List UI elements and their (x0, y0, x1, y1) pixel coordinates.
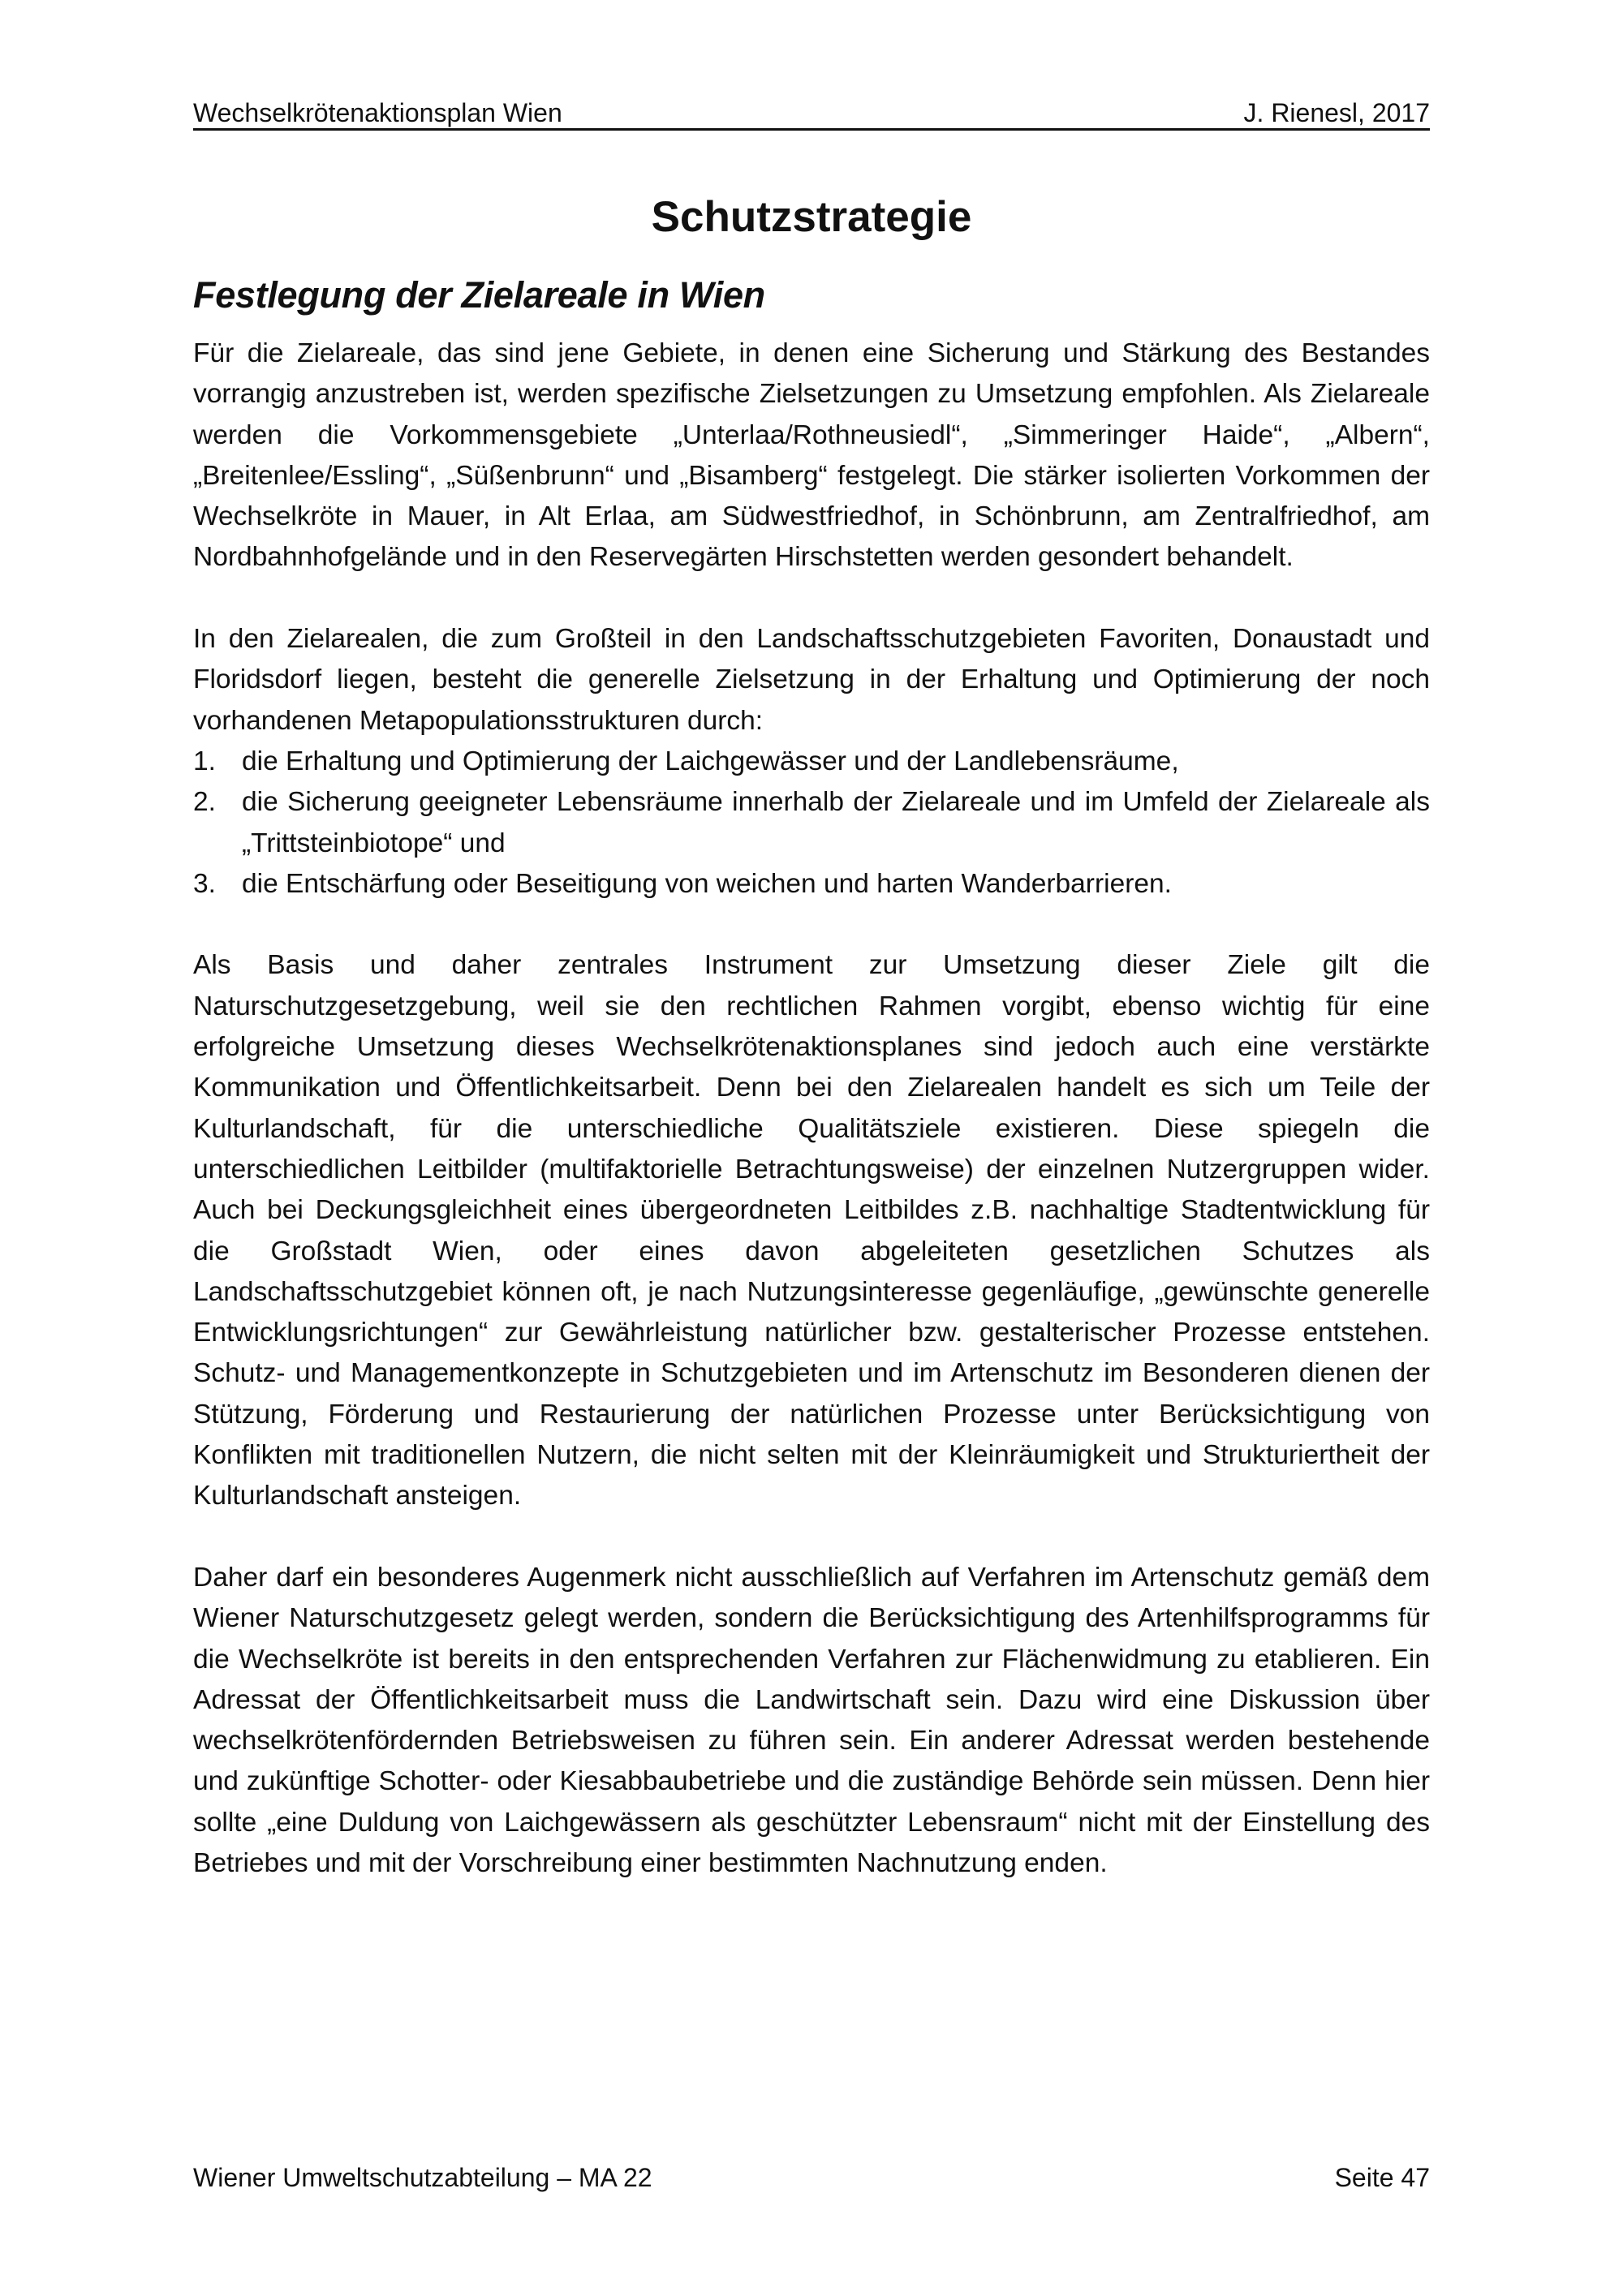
page-header (193, 94, 1430, 131)
header-document-title: Wechselkrötenaktionsplan Wien (193, 98, 562, 127)
list-item-text: die Entschärfung oder Beseitigung von weichen und harten Wanderbarrieren. (242, 868, 1172, 899)
paragraph-general-objective: In den Zielarealen, die zum Großteil in den Landschaftsschutzgebieten Favoriten, Donaustadt und Floridsdorf liegen, besteht die generelle Zielsetzung in der Erhaltung und Optimierung der noch vorhandenen Metapopulationsstrukturen durch: (193, 624, 1430, 736)
paragraph-public-relations: Daher darf ein besonderes Augenmerk nicht ausschließlich auf Verfahren im Artenschutz gemäß dem Wiener Naturschutzgesetz gelegt werden, sondern die Berücksichtigung des Artenhilfsprogramms für die Wechselkröte ist bereits in den entsprechenden Verfahren zur Flächenwidmung zu etablieren. Ein Adressat der Öffentlichkeitsarbeit muss die Landwirtschaft sein. Dazu wird eine Diskussion über wechselkrötenfördernden Betriebsweisen zu führen sein. Ein anderer Adressat werden bestehende und zukünftige Schotter- oder Kiesabbaubetriebe und die zuständige Behörde sein müssen. Denn hier sollte „eine Duldung von Laichgewässern als geschützter Lebensraum“ nicht mit der Einstellung des Betriebes und mit der Vorschreibung einer bestimmten Nachnutzung enden. (193, 1562, 1430, 1878)
section-heading: Festlegung der Zielareale in Wien (193, 274, 765, 316)
list-item-number: 1. (193, 746, 216, 776)
paragraph-target-areas: Für die Zielareale, das sind jene Gebiete, in denen eine Sicherung und Stärkung des Bestandes vorrangig anzustreben ist, werden spezifische Zielsetzungen zu Umsetzung empfohlen. Als Zielareale werden die Vorkommensgebiete „Unterlaa/Rothneusiedl“, „Simmeringer Haide“, „Albern“, „Breitenlee/Essling“, „Süßenbrunn“ und „Bisamberg“ festgelegt. Die stärker isolierten Vorkommen der Wechselkröte in Mauer, in Alt Erlaa, am Südwestfriedhof, in Schönbrunn, am Zentralfriedhof, am Nordbahnhofgelände und in den Reservegärten Hirschstetten werden gesondert behandelt. (193, 338, 1430, 573)
page-title: Schutzstrategie (651, 193, 972, 241)
list-item-text: die Erhaltung und Optimierung der Laichgewässer und der Landlebensräume, (242, 746, 1179, 776)
list-item-number: 3. (193, 868, 216, 899)
list-item-text: die Sicherung geeigneter Lebensräume innerhalb der Zielareale und im Umfeld der Zielareale als „Trittsteinbiotope“ und (242, 787, 1430, 858)
paragraph-legal-basis: Als Basis und daher zentrales Instrument zur Umsetzung dieser Ziele gilt die Naturschutzgesetzgebung, weil sie den rechtlichen Rahmen vorgibt, ebenso wichtig für eine erfolgreiche Umsetzung dieses Wechselkrötenaktionsplanes sind jedoch auch eine verstärkte Kommunikation und Öffentlichkeitsarbeit. Denn bei den Zielarealen handelt es sich um Teile der Kulturlandschaft, für die unterschiedliche Qualitätsziele existieren. Diese spiegeln die unterschiedlichen Leitbilder (multifaktorielle Betrachtungsweise) der einzelnen Nutzergruppen wider. Auch bei Deckungsgleichheit eines übergeordneten Leitbildes z.B. nachhaltige Stadtentwicklung für die Großstadt Wien, oder eines davon abgeleiteten gesetzlichen Schutzes als Landschaftsschutzgebiet können oft, je nach Nutzungsinteresse gegenläufige, „gewünschte generelle Entwicklungsrichtungen“ zur Gewährleistung natürlicher bzw. gestalterischer Prozesse entstehen. Schutz- und Managementkonzepte in Schutzgebieten und im Artenschutz im Besonderen dienen der Stützung, Förderung und Restaurierung der natürlichen Prozesse unter Berücksichtigung von Konflikten mit traditionellen Nutzern, die nicht selten mit der Kleinräumigkeit und Strukturiertheit der Kulturlandschaft ansteigen. (193, 950, 1430, 1511)
footer-department: Wiener Umweltschutzabteilung – MA 22 (193, 2163, 652, 2192)
list-item (193, 742, 1430, 782)
header-author-year: J. Rienesl, 2017 (1243, 98, 1430, 127)
list-item (193, 782, 1430, 864)
objectives-list (193, 742, 1430, 905)
footer-page-number: Seite 47 (1334, 2163, 1430, 2192)
list-item (193, 864, 1430, 905)
list-item-number: 2. (193, 787, 216, 818)
body-text (193, 333, 1430, 1925)
page-footer (193, 2161, 1430, 2194)
